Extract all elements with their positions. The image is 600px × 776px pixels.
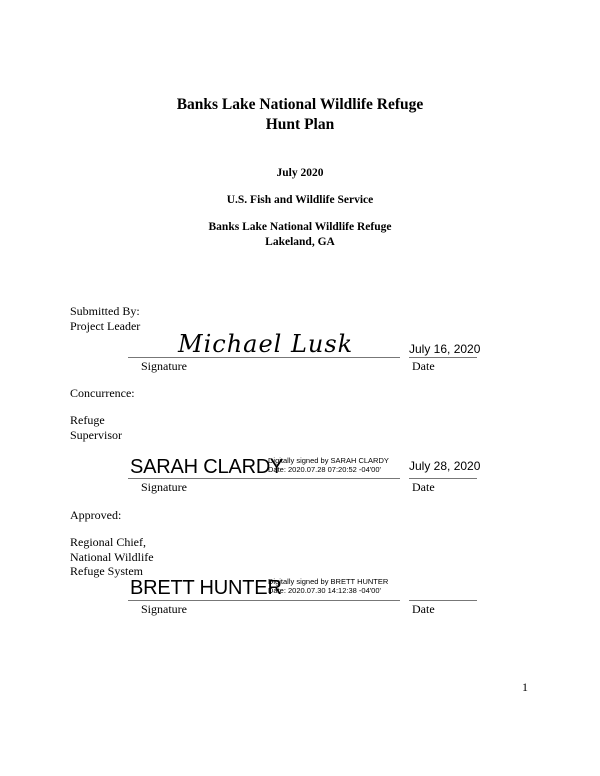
- concurrence-role-2: Supervisor: [70, 428, 122, 442]
- concurrence-signer-name: SARAH CLARDY: [130, 456, 284, 478]
- handwritten-signature-lusk: Michael Lusk: [178, 330, 354, 358]
- concurrence-heading: Concurrence:: [70, 386, 135, 400]
- title-line-2: Hunt Plan: [265, 116, 335, 133]
- approved-signature-line: [128, 600, 400, 601]
- submitted-signature-line: [128, 357, 400, 358]
- refuge-block: [0, 220, 600, 250]
- concurrence-date-label: Date: [412, 480, 435, 494]
- approved-heading: Approved:: [70, 508, 122, 522]
- approved-signature-label: Signature: [141, 602, 187, 616]
- approved-signer-name: BRETT HUNTER: [130, 577, 282, 599]
- concurrence-digital-line-2: Date: 2020.07.28 07:20:52 -04'00': [268, 465, 381, 474]
- approved-role-1: Regional Chief,: [70, 535, 146, 549]
- submitted-date-line: [409, 357, 477, 358]
- concurrence-role-1: Refuge: [70, 413, 105, 427]
- concurrence-signature-line: [128, 478, 400, 479]
- title-line-1: Banks Lake National Wildlife Refuge: [176, 96, 424, 113]
- document-date: July 2020: [276, 167, 324, 179]
- concurrence-date-value: July 28, 2020: [409, 459, 481, 473]
- approved-role-3: Refuge System: [70, 564, 143, 578]
- approved-date-line: [409, 600, 477, 601]
- submitted-signature-label: Signature: [141, 359, 187, 373]
- approved-role-2: National Wildlife: [70, 550, 154, 564]
- submitted-role: Project Leader: [70, 319, 141, 333]
- submitted-date-label: Date: [412, 359, 435, 373]
- concurrence-digital-line-1: Digitally signed by SARAH CLARDY: [268, 456, 389, 465]
- approved-digital-line-1: Digitally signed by BRETT HUNTER: [268, 577, 389, 586]
- concurrence-date-line: [409, 478, 477, 479]
- concurrence-signature-label: Signature: [141, 480, 187, 494]
- approved-digital-line-2: Date: 2020.07.30 14:12:38 -04'00': [268, 586, 381, 595]
- agency-name: U.S. Fish and Wildlife Service: [226, 194, 374, 206]
- approved-date-label: Date: [412, 602, 435, 616]
- page-number: 1: [522, 680, 528, 694]
- document-title: [0, 95, 600, 135]
- approved-digital-signature: [268, 577, 388, 595]
- submitted-by-heading: Submitted By:: [70, 304, 140, 318]
- concurrence-digital-signature: [268, 456, 389, 474]
- refuge-location: Lakeland, GA: [265, 236, 335, 248]
- refuge-name: Banks Lake National Wildlife Refuge: [208, 221, 392, 233]
- submitted-date-value: July 16, 2020: [409, 342, 481, 356]
